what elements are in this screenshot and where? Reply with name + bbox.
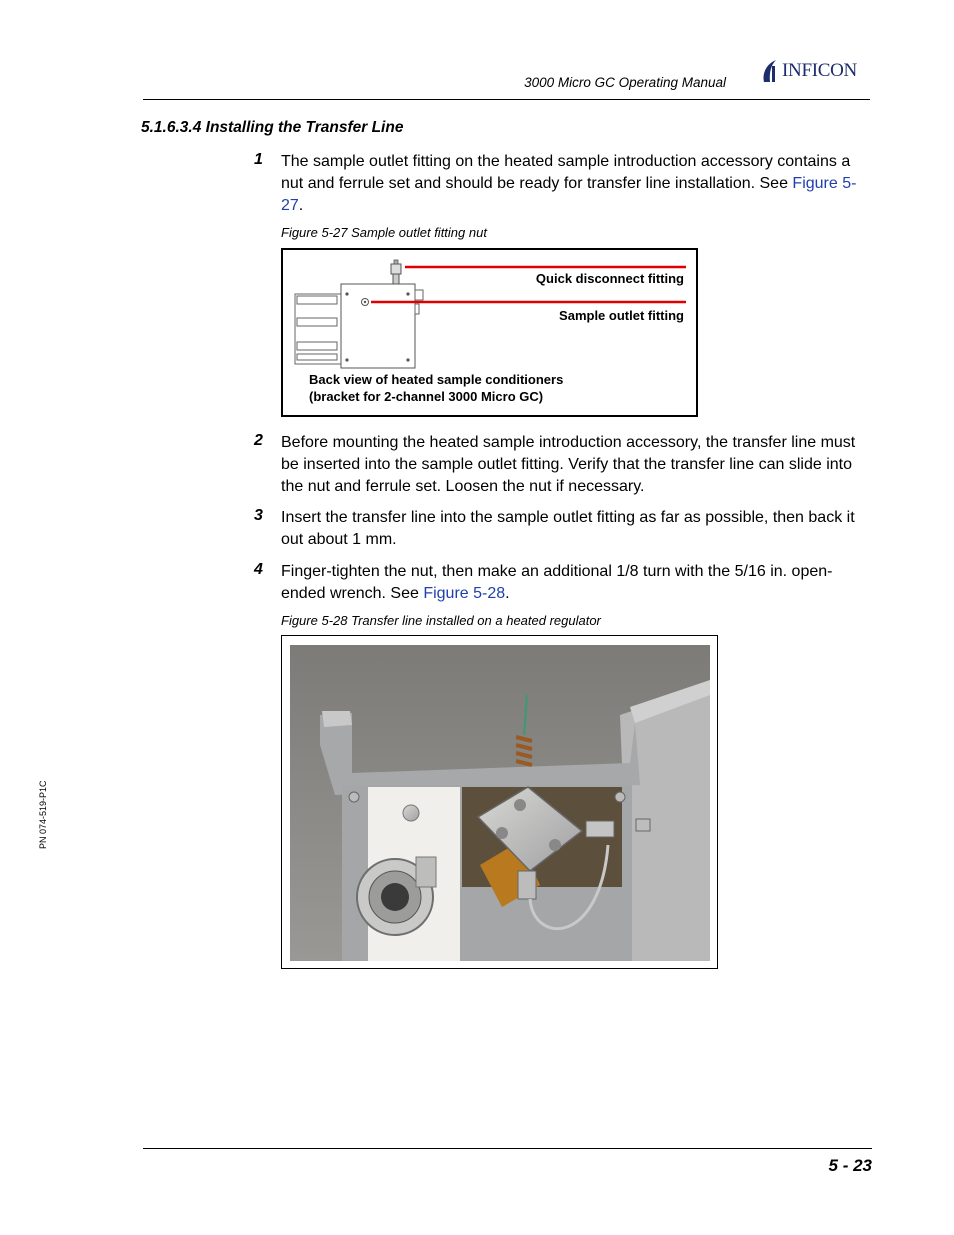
step-text: Finger-tighten the nut, then make an additional 1/8 turn with the 5/16 in. open-ended wrench. See Figure 5-28. [281,563,833,602]
part-number: PN 074-519-P1C [38,780,48,849]
heated-regulator-photo [290,645,710,961]
step-text: Before mounting the heated sample introduction accessory, the transfer line must be inserted into the sample outlet fitting. Verify that the transfer line can slide into the nut and ferrule set. Loosen the nut if necessary. [281,434,856,495]
inficon-logo [760,58,872,84]
step-number: 1 [254,151,263,168]
step-number: 2 [254,432,263,449]
quick-disconnect-label: Quick disconnect fitting [535,271,684,286]
step-text: The sample outlet fitting on the heated sample introduction accessory contains a nut and ferrule set and should be ready for transfer line installation. See Figure 5-27. [281,153,857,214]
figure-27-diagram [281,248,698,417]
sample-outlet-label: Sample outlet fitting [559,308,684,323]
figure-27-description-line1: Back view of heated sample conditioners [309,372,564,387]
figure-5-27-link[interactable]: Figure 5-27 [281,175,857,214]
section-heading: 5.1.6.3.4 Installing the Transfer Line [141,119,404,136]
figure-27-description-line2: (bracket for 2-channel 3000 Micro GC) [309,389,544,404]
footer-rule [143,1148,872,1149]
figure-27-caption: Figure 5-27 Sample outlet fitting nut [281,225,487,240]
step-number: 3 [254,507,263,524]
figure-28-caption: Figure 5-28 Transfer line installed on a heated regulator [281,613,601,628]
brand-name: INFICON [782,60,857,81]
manual-title: 3000 Micro GC Operating Manual [524,75,726,90]
figure-5-28-link[interactable]: Figure 5-28 [423,585,506,602]
page-number: 5 - 23 [828,1156,872,1175]
header-rule [143,99,870,100]
inficon-swoosh-icon [760,58,782,84]
heated-regulator-illustration [290,645,710,961]
figure-28-photo-frame [281,635,718,969]
step-number: 4 [254,561,263,578]
step-text: Insert the transfer line into the sample outlet fitting as far as possible, then back it out about 1 mm. [281,509,855,548]
